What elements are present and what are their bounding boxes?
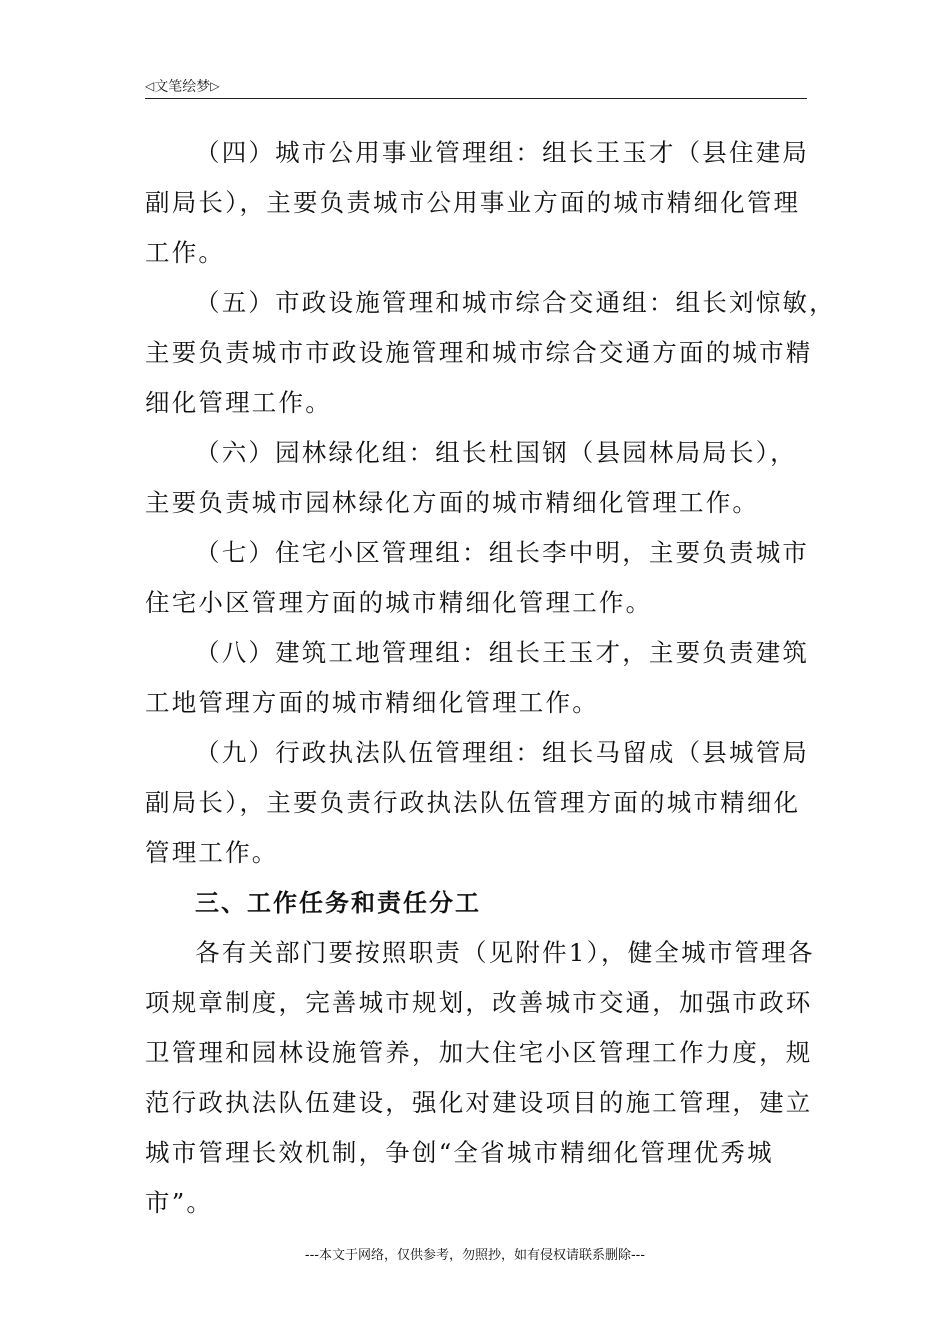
paragraph-line: 城市管理长效机制，争创“全省城市精细化管理优秀城 bbox=[145, 1138, 774, 1167]
header-title: 文笔绘梦 bbox=[154, 79, 211, 95]
paragraph-9 bbox=[145, 728, 810, 878]
paragraph-line: 卫管理和园林设施管养，加大住宅小区管理工作力度，规 bbox=[145, 1038, 813, 1067]
paragraph-line: 副局长），主要负责行政执法队伍管理方面的城市精细化 bbox=[145, 788, 801, 817]
paragraph-line: （九）行政执法队伍管理组：组长马留成（县城管局 bbox=[195, 738, 810, 767]
paragraph-4 bbox=[145, 128, 810, 278]
paragraph-line: 主要负责城市园林绿化方面的城市精细化管理工作。 bbox=[145, 488, 760, 517]
paragraph-6 bbox=[145, 428, 807, 528]
section-paragraph bbox=[145, 928, 815, 1228]
paragraph-line: 细化管理工作。 bbox=[145, 388, 332, 417]
section-heading: 三、工作任务和责任分工 bbox=[195, 889, 481, 917]
paragraph-line: 副局长），主要负责城市公用事业方面的城市精细化管理 bbox=[145, 188, 801, 217]
paragraph-line: 市”。 bbox=[145, 1188, 214, 1217]
paragraph-line: （五）市政设施管理和城市综合交通组：组长刘惊敏， bbox=[195, 288, 836, 317]
right-triangle-icon: ▷ bbox=[210, 79, 220, 93]
paragraph-line: 工地管理方面的城市精细化管理工作。 bbox=[145, 688, 599, 717]
paragraph-line: 主要负责城市市政设施管理和城市综合交通方面的城市精 bbox=[145, 338, 813, 367]
left-triangle-icon: ◁ bbox=[145, 79, 155, 93]
paragraph-line: 管理工作。 bbox=[145, 838, 279, 867]
paragraph-8 bbox=[145, 628, 810, 728]
paragraph-line: （六）园林绿化组：组长杜国钢（县园林局局长）， bbox=[195, 438, 797, 467]
paragraph-line: （七）住宅小区管理组：组长李中明，主要负责城市 bbox=[195, 538, 810, 567]
paragraph-line: 项规章制度，完善城市规划，改善城市交通，加强市政环 bbox=[145, 988, 813, 1017]
header-divider bbox=[145, 98, 807, 99]
paragraph-line: 范行政执法队伍建设，强化对建设项目的施工管理，建立 bbox=[145, 1088, 813, 1117]
paragraph-line: （四）城市公用事业管理组：组长王玉才（县住建局 bbox=[195, 138, 810, 167]
document-body bbox=[145, 128, 836, 1228]
paragraph-5 bbox=[145, 278, 836, 428]
page-footer: ---本文于网络，仅供参考，勿照抄，如有侵权请联系删除--- bbox=[304, 1248, 646, 1263]
paragraph-line: 住宅小区管理方面的城市精细化管理工作。 bbox=[145, 588, 653, 617]
paragraph-line: 各有关部门要按照职责（见附件1），健全城市管理各 bbox=[195, 938, 815, 967]
page-header bbox=[145, 74, 807, 98]
paragraph-line: 工作。 bbox=[145, 238, 226, 267]
paragraph-7 bbox=[145, 528, 810, 628]
paragraph-line: （八）建筑工地管理组：组长王玉才，主要负责建筑 bbox=[195, 638, 810, 667]
